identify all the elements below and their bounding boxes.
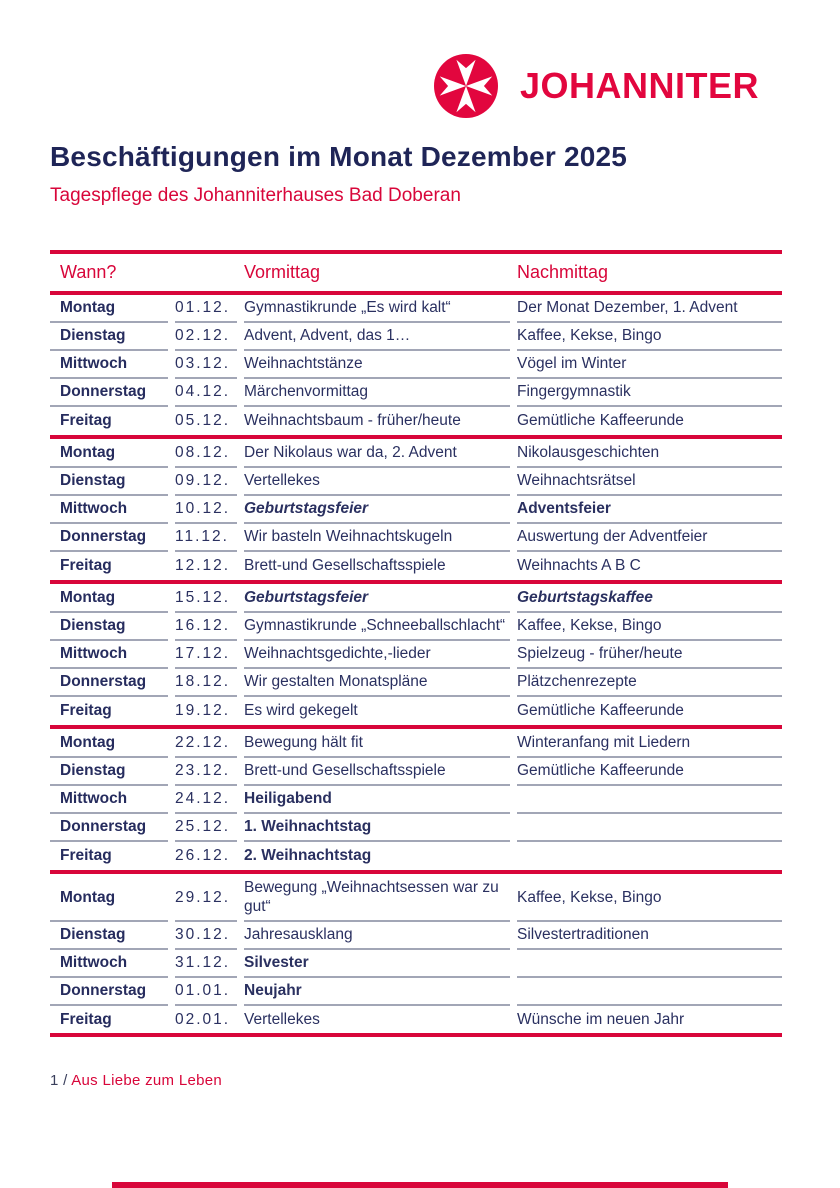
date-cell: 04.12.: [175, 379, 237, 407]
day-cell: Montag: [50, 730, 168, 758]
table-bottom-line: [50, 1033, 782, 1037]
morning-cell: Der Nikolaus war da, 2. Advent: [244, 440, 510, 468]
column-header-afternoon: Nachmittag: [517, 262, 609, 282]
morning-cell: Brett-und Gesellschaftsspiele: [244, 556, 446, 574]
table-row: [50, 440, 782, 468]
johanniter-logo: [434, 54, 759, 118]
date-cell: 17.12.: [175, 641, 237, 669]
table-row: [50, 379, 782, 407]
afternoon-cell: Nikolausgeschichten: [517, 440, 782, 468]
afternoon-cell: Kaffee, Kekse, Bingo: [517, 613, 782, 641]
schedule-table: [50, 250, 782, 1037]
date-cell: 15.12.: [175, 585, 237, 613]
day-cell: Freitag: [60, 411, 112, 429]
column-header-morning: Vormittag: [244, 262, 321, 282]
date-cell: 02.01.: [175, 1010, 231, 1028]
table-row: [50, 786, 782, 814]
table-row: [50, 875, 782, 922]
afternoon-cell: Vögel im Winter: [517, 351, 782, 379]
day-cell: Freitag: [60, 846, 112, 864]
date-cell: 29.12.: [175, 875, 237, 922]
morning-cell: Wir basteln Weihnachtskugeln: [244, 524, 510, 552]
day-cell: Donnerstag: [50, 669, 168, 697]
date-cell: 24.12.: [175, 786, 237, 814]
morning-cell: 1. Weihnachtstag: [244, 814, 510, 842]
morning-cell: Geburtstagsfeier: [244, 496, 510, 524]
date-cell: 01.12.: [175, 295, 237, 323]
footer-separator: /: [63, 1072, 68, 1089]
week-divider-line: [50, 870, 782, 874]
day-cell: Mittwoch: [50, 950, 168, 978]
table-row: [50, 950, 782, 978]
morning-cell: Wir gestalten Monatspläne: [244, 669, 510, 697]
day-cell: Mittwoch: [50, 641, 168, 669]
afternoon-cell: Weihnachts A B C: [517, 556, 641, 574]
day-cell: Donnerstag: [50, 524, 168, 552]
afternoon-cell: Fingergymnastik: [517, 379, 782, 407]
date-cell: 25.12.: [175, 814, 237, 842]
column-header-date: [175, 258, 237, 287]
date-cell: 19.12.: [175, 701, 231, 719]
table-row: [50, 669, 782, 697]
morning-cell: Weihnachtsbaum - früher/heute: [244, 411, 461, 429]
afternoon-cell: Winteranfang mit Liedern: [517, 730, 782, 758]
day-cell: Montag: [50, 440, 168, 468]
day-cell: Dienstag: [50, 323, 168, 351]
day-cell: Dienstag: [50, 468, 168, 496]
date-cell: 16.12.: [175, 613, 237, 641]
morning-cell: Gymnastikrunde „Schneeballschlacht“: [244, 613, 510, 641]
date-cell: 23.12.: [175, 758, 237, 786]
day-cell: Dienstag: [50, 758, 168, 786]
morning-cell: Vertellekes: [244, 468, 510, 496]
day-cell: Mittwoch: [50, 351, 168, 379]
morning-cell: Weihnachtstänze: [244, 351, 510, 379]
day-cell: Montag: [50, 585, 168, 613]
morning-cell: Silvester: [244, 950, 510, 978]
morning-cell: Bewegung „Weihnachtsessen war zu gut“: [244, 875, 510, 922]
morning-cell: Advent, Advent, das 1…: [244, 323, 510, 351]
schedule-body: [50, 295, 782, 1033]
table-row: [50, 323, 782, 351]
afternoon-cell: Der Monat Dezember, 1. Advent: [517, 295, 782, 323]
column-header-when: Wann?: [60, 262, 117, 282]
morning-cell: Es wird gekegelt: [244, 701, 358, 719]
week-divider-line: [50, 580, 782, 584]
table-row: [50, 552, 782, 579]
week-divider-line: [50, 725, 782, 729]
table-row: [50, 1006, 782, 1033]
table-row: [50, 758, 782, 786]
logo-wordmark: JOHANNITER: [520, 65, 760, 106]
table-row: [50, 613, 782, 641]
date-cell: 02.12.: [175, 323, 237, 351]
morning-cell: Bewegung hält fit: [244, 730, 510, 758]
afternoon-cell: [517, 978, 782, 1006]
date-cell: 10.12.: [175, 496, 237, 524]
table-row: [50, 468, 782, 496]
afternoon-cell: Wünsche im neuen Jahr: [517, 1010, 685, 1028]
table-row: [50, 697, 782, 724]
day-cell: Donnerstag: [50, 814, 168, 842]
table-row: [50, 496, 782, 524]
date-cell: 11.12.: [175, 524, 237, 552]
table-row: [50, 978, 782, 1006]
date-cell: 08.12.: [175, 440, 237, 468]
day-cell: Dienstag: [50, 922, 168, 950]
page-number: 1: [50, 1072, 59, 1089]
morning-cell: Brett-und Gesellschaftsspiele: [244, 758, 510, 786]
afternoon-cell: [517, 786, 782, 814]
table-row: [50, 524, 782, 552]
morning-cell: Heiligabend: [244, 786, 510, 814]
afternoon-cell: Kaffee, Kekse, Bingo: [517, 323, 782, 351]
afternoon-cell: Gemütliche Kaffeerunde: [517, 411, 684, 429]
day-cell: Dienstag: [50, 613, 168, 641]
afternoon-cell: Adventsfeier: [517, 496, 782, 524]
date-cell: 03.12.: [175, 351, 237, 379]
afternoon-cell: [517, 950, 782, 978]
table-row: [50, 295, 782, 323]
afternoon-cell: Spielzeug - früher/heute: [517, 641, 782, 669]
maltese-cross-icon: [434, 54, 498, 118]
date-cell: 30.12.: [175, 922, 237, 950]
morning-cell: Geburtstagsfeier: [244, 585, 510, 613]
page-subtitle: Tagespflege des Johanniterhauses Bad Doberan: [50, 185, 461, 206]
afternoon-cell: Gemütliche Kaffeerunde: [517, 701, 684, 719]
week-divider-line: [50, 435, 782, 439]
date-cell: 05.12.: [175, 411, 231, 429]
morning-cell: 2. Weihnachtstag: [244, 846, 372, 864]
morning-cell: Gymnastikrunde „Es wird kalt“: [244, 295, 510, 323]
table-row: [50, 842, 782, 869]
day-cell: Montag: [50, 295, 168, 323]
page-footer: [50, 1072, 222, 1089]
date-cell: 31.12.: [175, 950, 237, 978]
day-cell: Mittwoch: [50, 786, 168, 814]
table-header-row: [50, 254, 782, 291]
date-cell: 26.12.: [175, 846, 231, 864]
morning-cell: Vertellekes: [244, 1010, 320, 1028]
table-row: [50, 351, 782, 379]
afternoon-cell: Plätzchenrezepte: [517, 669, 782, 697]
day-cell: Donnerstag: [50, 379, 168, 407]
date-cell: 09.12.: [175, 468, 237, 496]
table-row: [50, 585, 782, 613]
table-row: [50, 730, 782, 758]
day-cell: Freitag: [60, 701, 112, 719]
afternoon-cell: Gemütliche Kaffeerunde: [517, 758, 782, 786]
table-row: [50, 814, 782, 842]
day-cell: Freitag: [60, 1010, 112, 1028]
morning-cell: Jahresausklang: [244, 922, 510, 950]
date-cell: 22.12.: [175, 730, 237, 758]
morning-cell: Neujahr: [244, 978, 510, 1006]
day-cell: Mittwoch: [50, 496, 168, 524]
date-cell: 12.12.: [175, 556, 231, 574]
date-cell: 01.01.: [175, 978, 237, 1006]
morning-cell: Weihnachtsgedichte,-lieder: [244, 641, 510, 669]
page-title: Beschäftigungen im Monat Dezember 2025: [50, 141, 628, 172]
footer-slogan: Aus Liebe zum Leben: [71, 1072, 223, 1089]
day-cell: Donnerstag: [50, 978, 168, 1006]
afternoon-cell: Kaffee, Kekse, Bingo: [517, 875, 782, 922]
bottom-accent-bar: [112, 1182, 728, 1188]
afternoon-cell: Auswertung der Adventfeier: [517, 524, 782, 552]
table-row: [50, 641, 782, 669]
morning-cell: Märchenvormittag: [244, 379, 510, 407]
table-row: [50, 922, 782, 950]
afternoon-cell: [517, 814, 782, 842]
day-cell: Freitag: [60, 556, 112, 574]
afternoon-cell: Geburtstagskaffee: [517, 585, 782, 613]
afternoon-cell: Weihnachtsrätsel: [517, 468, 782, 496]
afternoon-cell: Silvestertraditionen: [517, 922, 782, 950]
table-row: [50, 407, 782, 434]
afternoon-cell: [517, 842, 782, 869]
date-cell: 18.12.: [175, 669, 237, 697]
day-cell: Montag: [50, 875, 168, 922]
